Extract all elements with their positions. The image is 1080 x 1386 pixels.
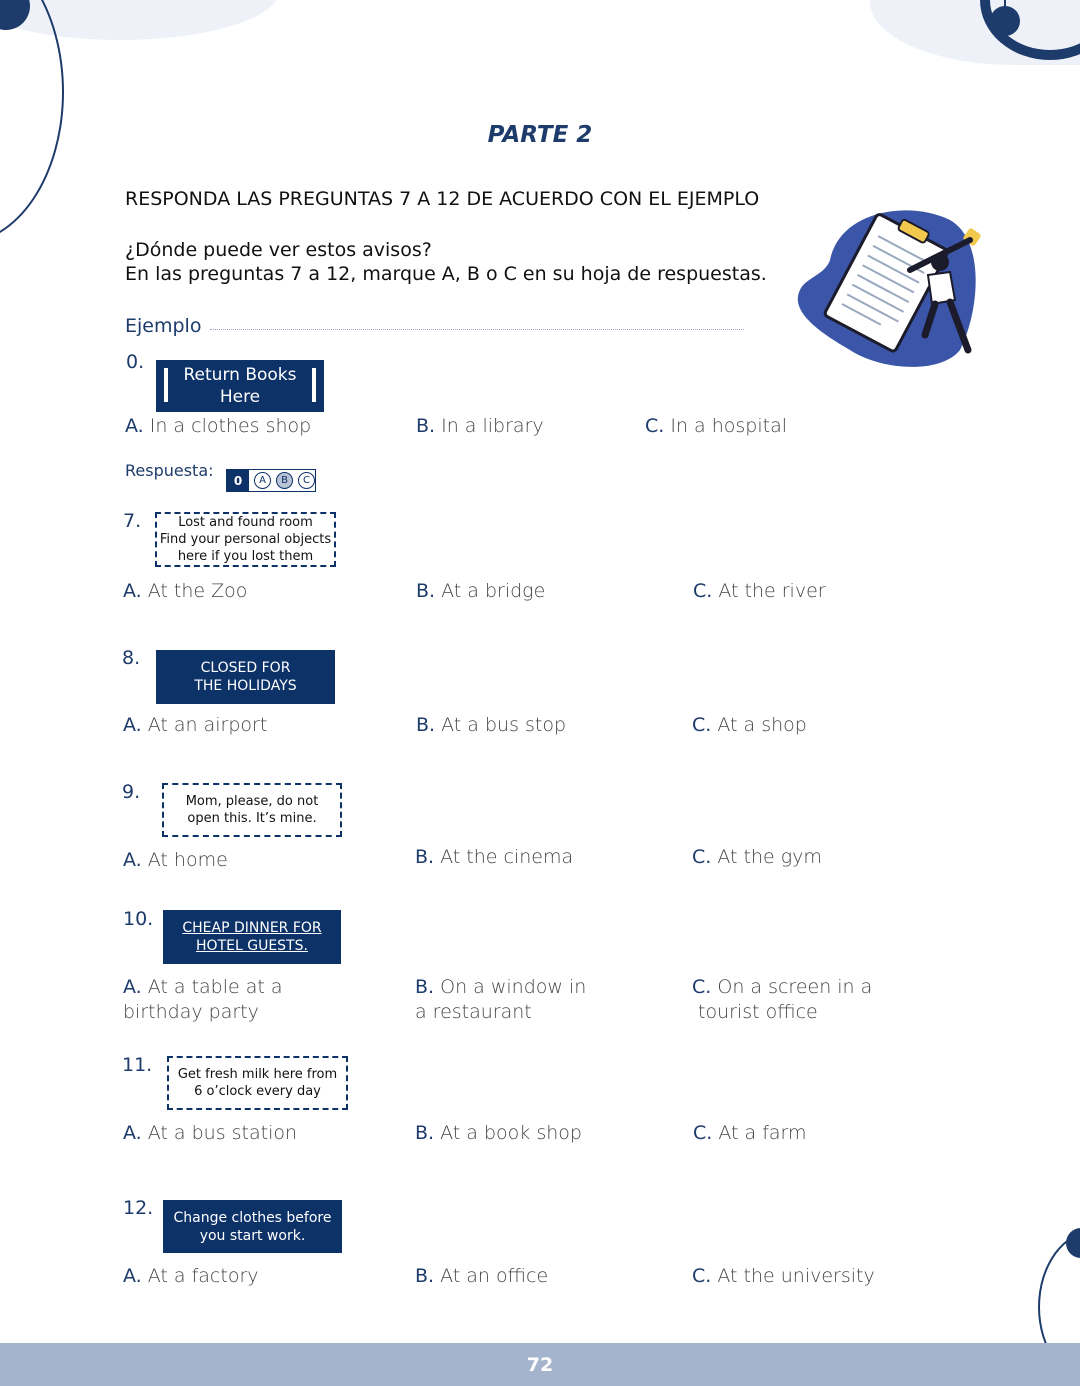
option-text: At a factory xyxy=(147,1265,259,1287)
sign-bar-left xyxy=(164,368,168,402)
option-letter: B. xyxy=(415,1122,435,1144)
option-text: At a bus stop xyxy=(441,714,567,736)
option-text: At the gym xyxy=(717,846,822,868)
option-text: In a clothes shop xyxy=(149,415,312,437)
example-sign-text xyxy=(184,364,297,408)
question-line-2: En las preguntas 7 a 12, marque A, B o C en su hoja de respuestas. xyxy=(125,263,767,285)
q10-option-a[interactable] xyxy=(123,975,283,1025)
option-text-line-2: a restaurant xyxy=(415,1001,532,1023)
option-letter: C. xyxy=(692,714,712,736)
option-letter: B. xyxy=(415,846,435,868)
option-text-line-2: tourist office xyxy=(698,1001,818,1023)
option-letter: C. xyxy=(645,415,665,437)
sign-line: you start work. xyxy=(199,1227,306,1244)
sign-line: Get fresh milk here from xyxy=(177,1067,338,1082)
q12-option-b[interactable] xyxy=(415,1264,548,1289)
question-number: 10. xyxy=(123,908,154,930)
page-number: 72 xyxy=(526,1353,554,1376)
example-divider xyxy=(210,329,744,330)
option-text-line-1: On a window in xyxy=(440,976,587,998)
example-label: Ejemplo xyxy=(125,315,202,337)
sign-line: Mom, please, do not xyxy=(185,794,319,809)
option-letter: A. xyxy=(123,849,142,871)
sign-q7 xyxy=(155,512,336,567)
answer-bubble-b[interactable]: B xyxy=(276,472,293,489)
sign-text xyxy=(186,793,319,827)
question-number: 8. xyxy=(122,647,141,669)
q10-option-c[interactable] xyxy=(692,975,872,1025)
option-text: At a bridge xyxy=(441,580,546,602)
sign-text xyxy=(194,659,296,695)
option-letter: A. xyxy=(123,1265,142,1287)
example-option-a[interactable] xyxy=(125,414,311,439)
decorative-dot-top-right xyxy=(990,6,1020,36)
question-number: 9. xyxy=(122,781,141,803)
sign-line: Lost and found room xyxy=(178,515,313,530)
option-letter: A. xyxy=(123,1122,142,1144)
answer-label: Respuesta: xyxy=(125,461,214,480)
page-title: PARTE 2 xyxy=(487,122,593,148)
example-option-b[interactable] xyxy=(416,414,544,439)
q10-option-b[interactable] xyxy=(415,975,586,1025)
example-sign-line-1: Return Books xyxy=(183,365,297,385)
answer-sheet-number: 0 xyxy=(227,470,249,491)
option-text: At home xyxy=(147,849,228,871)
option-letter: C. xyxy=(693,580,713,602)
option-letter: A. xyxy=(123,976,142,998)
q7-option-b[interactable] xyxy=(416,579,545,604)
example-number: 0. xyxy=(126,351,145,373)
option-letter: B. xyxy=(416,415,436,437)
sign-text xyxy=(174,1209,332,1245)
option-letter: A. xyxy=(123,714,142,736)
q9-option-b[interactable] xyxy=(415,845,573,870)
option-letter: B. xyxy=(415,976,435,998)
example-option-c[interactable] xyxy=(645,414,787,439)
page-footer xyxy=(0,1343,1080,1386)
option-text: At an office xyxy=(440,1265,549,1287)
sign-line: Change clothes before xyxy=(173,1209,332,1226)
option-text: At the river xyxy=(718,580,826,602)
option-letter: C. xyxy=(693,1122,713,1144)
clipboard-illustration xyxy=(790,200,990,370)
question-number: 11. xyxy=(122,1054,153,1076)
sign-bar-right xyxy=(312,368,316,402)
q11-option-c[interactable] xyxy=(693,1121,807,1146)
sign-line: open this. It’s mine. xyxy=(187,811,317,826)
q8-option-c[interactable] xyxy=(692,713,807,738)
sign-line: HOTEL GUESTS. xyxy=(196,938,308,954)
option-text: At an airport xyxy=(147,714,268,736)
sign-q10 xyxy=(163,910,341,964)
option-letter: A. xyxy=(123,580,142,602)
sign-text xyxy=(160,514,331,565)
answer-sheet-row xyxy=(226,469,316,492)
example-sign-line-2: Here xyxy=(219,387,261,407)
option-text-line-1: On a screen in a xyxy=(717,976,873,998)
q7-option-a[interactable] xyxy=(123,579,247,604)
sign-line: Find your personal objects xyxy=(159,532,332,547)
sign-line: THE HOLIDAYS xyxy=(194,678,297,694)
q8-option-b[interactable] xyxy=(416,713,566,738)
q12-option-c[interactable] xyxy=(692,1264,875,1289)
option-text: At a bus station xyxy=(147,1122,298,1144)
option-text: At the university xyxy=(717,1265,875,1287)
question-number: 12. xyxy=(123,1197,154,1219)
option-letter: B. xyxy=(415,1265,435,1287)
sign-q8 xyxy=(156,650,335,704)
question-line-1: ¿Dónde puede ver estos avisos? xyxy=(125,239,432,261)
answer-bubble-c[interactable]: C xyxy=(298,472,315,489)
option-text: At a book shop xyxy=(440,1122,582,1144)
sign-text xyxy=(178,1066,337,1100)
sign-q12 xyxy=(163,1200,342,1253)
option-letter: C. xyxy=(692,1265,712,1287)
q11-option-b[interactable] xyxy=(415,1121,582,1146)
sign-q11 xyxy=(167,1056,348,1110)
answer-bubble-a[interactable]: A xyxy=(254,472,271,489)
option-letter: C. xyxy=(692,846,712,868)
q12-option-a[interactable] xyxy=(123,1264,259,1289)
option-text: At a farm xyxy=(718,1122,807,1144)
question-number: 7. xyxy=(123,510,142,532)
example-sign xyxy=(156,360,324,412)
q9-option-a[interactable] xyxy=(123,848,228,873)
question-text xyxy=(125,238,767,286)
sign-line: CLOSED FOR xyxy=(200,660,291,676)
q11-option-a[interactable] xyxy=(123,1121,297,1146)
option-text: At the cinema xyxy=(440,846,574,868)
option-text: At the Zoo xyxy=(147,580,248,602)
option-letter: B. xyxy=(416,714,436,736)
option-letter: C. xyxy=(692,976,712,998)
option-letter: B. xyxy=(416,580,436,602)
sign-line: CHEAP DINNER FOR xyxy=(182,920,322,936)
q8-option-a[interactable] xyxy=(123,713,267,738)
option-letter: A. xyxy=(125,415,144,437)
sign-line: 6 o’clock every day xyxy=(194,1084,321,1099)
option-text: In a hospital xyxy=(670,415,788,437)
q7-option-c[interactable] xyxy=(693,579,826,604)
option-text-line-1: At a table at a xyxy=(147,976,283,998)
option-text: At a shop xyxy=(717,714,807,736)
option-text-line-2: birthday party xyxy=(123,1001,259,1023)
sign-line: here if you lost them xyxy=(177,549,314,564)
instruction-heading: RESPONDA LAS PREGUNTAS 7 A 12 DE ACUERDO CON EL EJEMPLO xyxy=(125,188,760,210)
sign-text xyxy=(182,919,321,955)
option-text: In a library xyxy=(441,415,544,437)
q9-option-c[interactable] xyxy=(692,845,822,870)
sign-q9 xyxy=(162,783,342,837)
